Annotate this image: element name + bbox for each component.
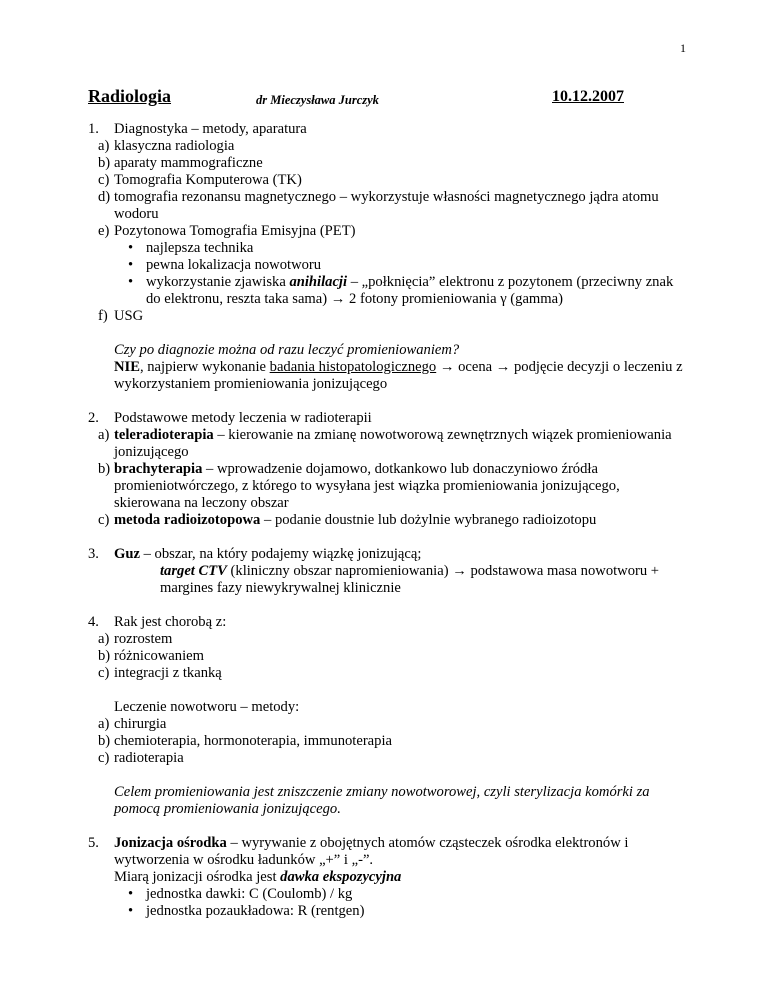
section-number: 1. <box>88 121 99 137</box>
question-note <box>88 342 688 393</box>
answer: NIE, najpierw wykonanie badania histopatologicznego → ocena → podjęcie decyzji o leczeniu z wykorzystaniem promieniowania jonizującego <box>114 359 683 392</box>
bullet-item: • najlepsza technika <box>88 240 688 257</box>
bullet-item: • pewna lokalizacja nowotworu <box>88 257 688 274</box>
section-number: 3. <box>88 546 99 562</box>
measure-statement: Miarą jonizacji ośrodka jest dawka ekspozycyjna <box>114 869 402 885</box>
goal-statement: Celem promieniowania jest zniszczenie zmiany nowotworowej, czyli sterylizacja komórki za pomocą promieniowania jonizującego. <box>114 784 650 817</box>
section-2 <box>88 410 688 529</box>
section-3: 3. Guz – obszar, na który podajemy wiązkę jonizującą; target CTV (kliniczny obszar napromieniowania) → podstawowa masa nowotworu + margines fazy niewykrywalnej klinicznie <box>88 546 688 597</box>
bullet-item: • jednostka pozaukładowa: R (rentgen) <box>88 903 688 920</box>
page-number: 1 <box>680 41 686 55</box>
list-item: c) radioterapia <box>98 750 184 766</box>
bullet-item: • wykorzystanie zjawiska anihilacji – „połknięcia” elektronu z pozytonem (przeciwny znak do elektronu, reszta taka sama) → 2 fotony promieniowania γ (gamma) <box>88 274 688 308</box>
term-guz: Guz <box>114 546 140 562</box>
question: Czy po diagnozie można od razu leczyć promieniowaniem? <box>114 342 460 358</box>
list-item: b) różnicowaniem <box>98 648 204 664</box>
document-body <box>88 121 688 937</box>
section-number: 2. <box>88 410 99 426</box>
list-item: b) chemioterapia, hormonoterapia, immunoterapia <box>98 733 392 749</box>
list-item: a) rozrostem <box>98 631 173 647</box>
section-heading: Rak jest chorobą z: <box>114 614 227 630</box>
list-item: b) brachyterapia – wprowadzenie dojamowo, dotkankowo lub donaczyniowo źródła promieniotwórczego, z którego to wysyłana jest wiązka promieniowania jonizującego, skierowana na leczony obszar <box>98 461 620 511</box>
section-number: 4. <box>88 614 99 630</box>
underlined-term: badania histopatologicznego <box>269 359 437 375</box>
list-item: d) tomografia rezonansu magnetycznego – wykorzystuje własności magnetycznego jądra atomu wodoru <box>98 189 659 222</box>
list-item: f) USG <box>98 308 144 324</box>
document-header <box>88 88 688 110</box>
list-item: c) integracji z tkanką <box>98 665 222 681</box>
section-heading: Podstawowe metody leczenia w radioterapii <box>114 410 372 426</box>
document-date: 10.12.2007 <box>552 88 624 105</box>
document-title: Radiologia <box>88 86 172 106</box>
treatment-heading: Leczenie nowotworu – metody: <box>114 699 300 715</box>
section-number: 5. <box>88 835 99 851</box>
list-item: b) aparaty mammograficzne <box>98 155 263 171</box>
target-ctv-definition: target CTV (kliniczny obszar napromieniowania) → podstawowa masa nowotworu + margines fazy niewykrywalnej klinicznie <box>160 563 660 596</box>
section-1 <box>88 121 688 393</box>
unit-bullet-list <box>88 886 688 920</box>
list-item: e) Pozytonowa Tomografia Emisyjna (PET) <box>98 223 356 239</box>
list-item: a) teleradioterapia – kierowanie na zmianę nowotworową zewnętrznych wiązek promieniowania jonizującego <box>98 427 672 460</box>
bullet-item: • jednostka dawki: C (Coulomb) / kg <box>88 886 688 903</box>
section-5: 5. Jonizacja ośrodka – wyrywanie z obojętnych atomów cząsteczek ośrodka elektronów i wytworzenia w ośrodku ładunków „+” i „-”. Miarą jonizacji ośrodka jest dawka ekspozycyjna • jednostka dawki: C (Coulomb) / kg • jednostka pozaukładowa: R (rentgen) <box>88 835 688 920</box>
author-name: dr Mieczysława Jurczyk <box>256 93 379 107</box>
list-item: c) metoda radioizotopowa – podanie doustnie lub dożylnie wybranego radioizotopu <box>98 512 597 528</box>
list-item: c) Tomografia Komputerowa (TK) <box>98 172 302 188</box>
pet-bullet-list <box>88 240 688 308</box>
section-heading: Diagnostyka – metody, aparatura <box>114 121 307 137</box>
list-item: a) klasyczna radiologia <box>98 138 235 154</box>
term-jonizacja: Jonizacja ośrodka <box>114 835 227 851</box>
list-item: a) chirurgia <box>98 716 167 732</box>
term-anihilacja: anihilacji <box>289 274 348 290</box>
section-4 <box>88 614 688 818</box>
